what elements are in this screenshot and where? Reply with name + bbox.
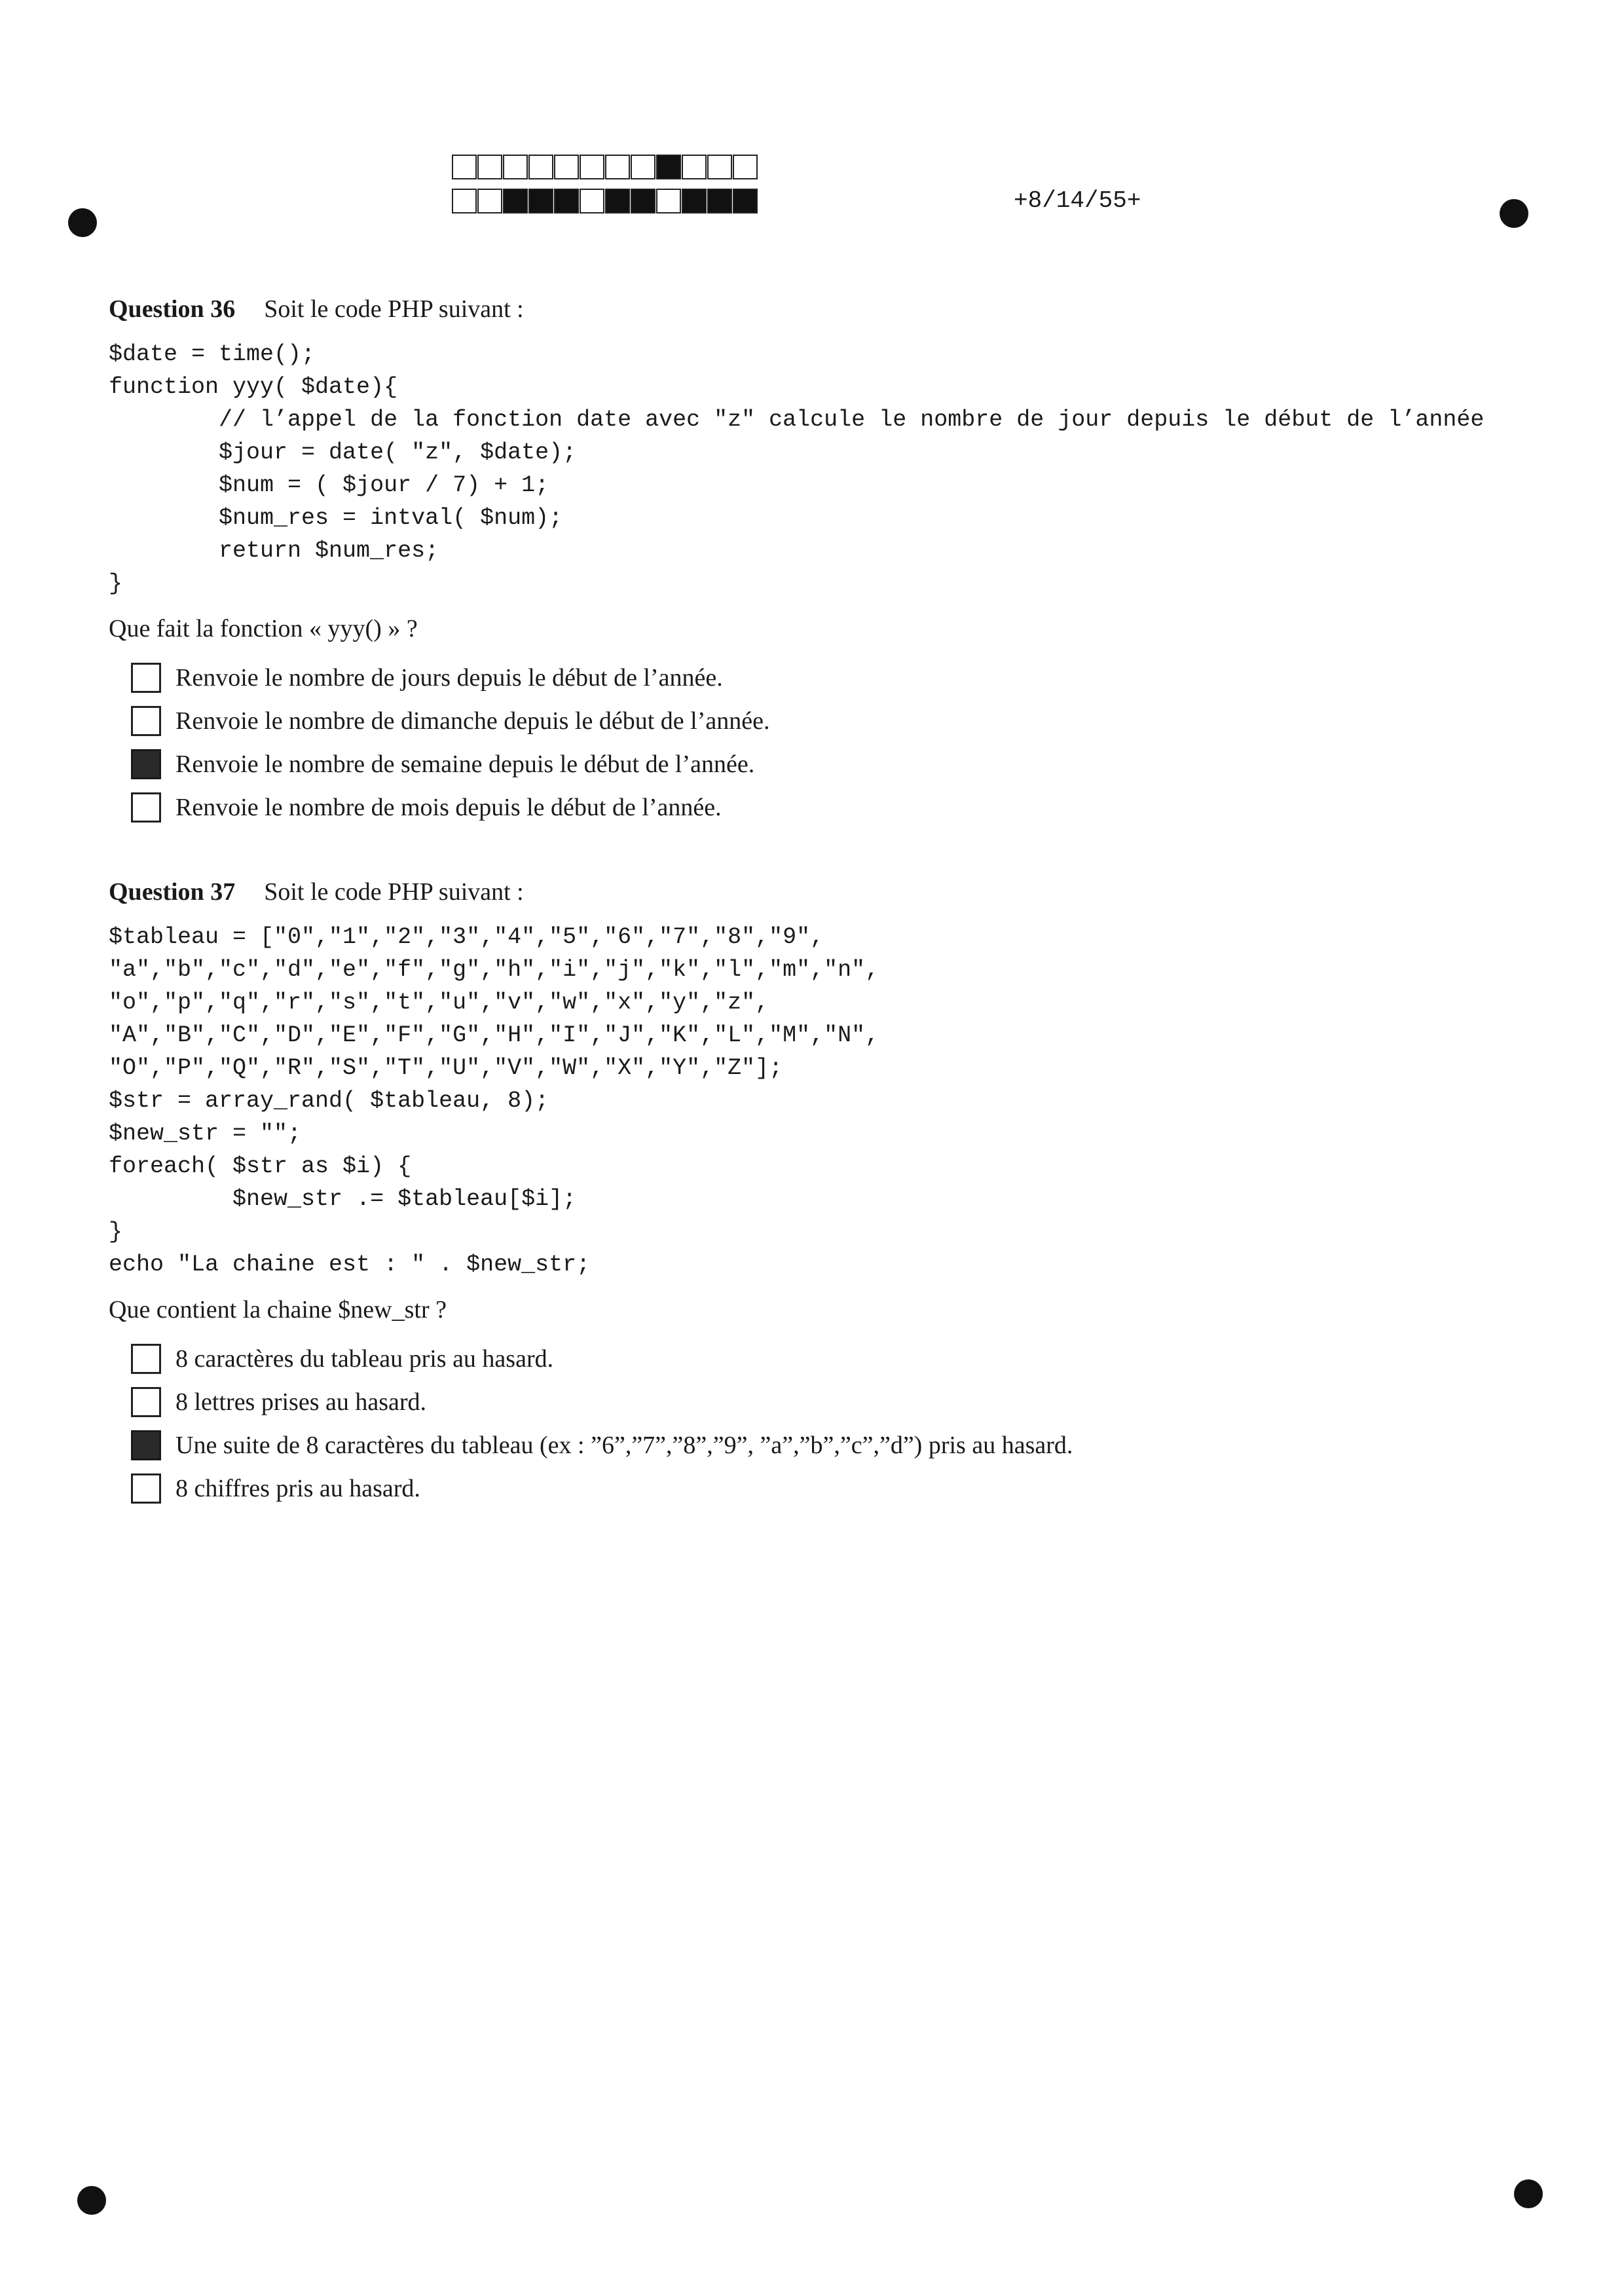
code-cell: [682, 155, 707, 179]
question-intro: Soit le code PHP suivant :: [264, 295, 524, 323]
question-prompt: Que contient la chaine $new_str ?: [109, 1296, 447, 1324]
code-cell: [605, 189, 630, 213]
question-label: Question 37: [109, 878, 236, 906]
code-block: $tableau = ["0","1","2","3","4","5","6","7","8","9", "a","b","c","d","e","f","g","h","i","j","k","l","m","n", "o","p","q","r","s","t","u","v","w","x","y","z", "A","B","C","D","E","F","G","H","I","J","K","L","M","N", "O","P","Q","R","S","T","U","V","W","X","Y","Z"]; $str = array_rand( $tableau, 8); $new_str = ""; foreach( $str as $i) { $new_str .= $tableau[$i]; } echo "La chaine est : " . $new_str;: [109, 924, 879, 1278]
checkbox[interactable]: [131, 1387, 161, 1417]
checkbox[interactable]: [131, 792, 161, 823]
answer-text: Une suite de 8 caractères du tableau (ex : ”6”,”7”,”8”,”9”, ”a”,”b”,”c”,”d”) pris au hasard.: [175, 1432, 1073, 1459]
code-cell: [477, 155, 502, 179]
answer-text: Renvoie le nombre de mois depuis le début de l’année.: [175, 794, 722, 821]
answer-option[interactable]: [131, 743, 1549, 786]
code-cell: [733, 155, 758, 179]
answer-option[interactable]: [131, 1337, 1549, 1380]
question-intro: Soit le code PHP suivant :: [264, 878, 524, 906]
code-cell: [580, 189, 604, 213]
question-37: [109, 878, 1549, 1510]
code-cell: [503, 155, 528, 179]
answer-text: Renvoie le nombre de jours depuis le début de l’année.: [175, 664, 723, 692]
answer-text: Renvoie le nombre de dimanche depuis le début de l’année.: [175, 707, 770, 735]
question-header: [109, 295, 1549, 324]
checkbox[interactable]: [131, 706, 161, 736]
code-block: $date = time(); function yyy( $date){ // l’appel de la fonction date avec "z" calcule le nombre de jour depuis le début de l’année $jour = date( "z", $date); $num = ( $jour / 7) + 1; $num_res = intval( $num); return $num_res; }: [109, 341, 1485, 597]
code-cell: [707, 189, 732, 213]
code-cell: [656, 189, 681, 213]
code-cell: [733, 189, 758, 213]
code-cell: [528, 189, 553, 213]
answer-option[interactable]: [131, 1467, 1549, 1510]
code-cell: [682, 189, 707, 213]
question-header: [109, 878, 1549, 906]
checkbox[interactable]: [131, 749, 161, 779]
code-cell: [554, 155, 579, 179]
corner-mark-bottom-right: [1514, 2179, 1543, 2208]
question-prompt: Que fait la fonction « yyy() » ?: [109, 615, 418, 642]
corner-mark-top-right: [1500, 199, 1528, 228]
code-cell: [580, 155, 604, 179]
code-cell: [631, 189, 655, 213]
corner-mark-top-left: [68, 208, 97, 237]
code-cell: [503, 189, 528, 213]
answer-text: 8 caractères du tableau pris au hasard.: [175, 1345, 554, 1373]
checkbox[interactable]: [131, 1430, 161, 1460]
checkbox[interactable]: [131, 663, 161, 693]
page-id: +8/14/55+: [1014, 187, 1141, 214]
answer-options: [109, 656, 1549, 829]
answer-text: Renvoie le nombre de semaine depuis le début de l’année.: [175, 750, 755, 778]
answer-option[interactable]: [131, 1424, 1549, 1467]
question-36: [109, 295, 1549, 829]
answer-option[interactable]: [131, 656, 1549, 699]
answer-text: 8 lettres prises au hasard.: [175, 1388, 427, 1416]
answer-options: [109, 1337, 1549, 1510]
code-cell: [707, 155, 732, 179]
code-cell: [528, 155, 553, 179]
code-cell: [656, 155, 681, 179]
answer-option[interactable]: [131, 1380, 1549, 1424]
answer-text: 8 chiffres pris au hasard.: [175, 1475, 420, 1502]
code-cell: [554, 189, 579, 213]
code-cell: [452, 155, 477, 179]
checkbox[interactable]: [131, 1344, 161, 1374]
code-cell: [477, 189, 502, 213]
checkbox[interactable]: [131, 1473, 161, 1504]
page-code-row-2: [452, 189, 758, 213]
page-code-row-1: [452, 155, 758, 179]
answer-option[interactable]: [131, 786, 1549, 829]
answer-option[interactable]: [131, 699, 1549, 743]
code-cell: [631, 155, 655, 179]
corner-mark-bottom-left: [77, 2186, 106, 2215]
question-label: Question 36: [109, 295, 236, 323]
code-cell: [452, 189, 477, 213]
code-cell: [605, 155, 630, 179]
